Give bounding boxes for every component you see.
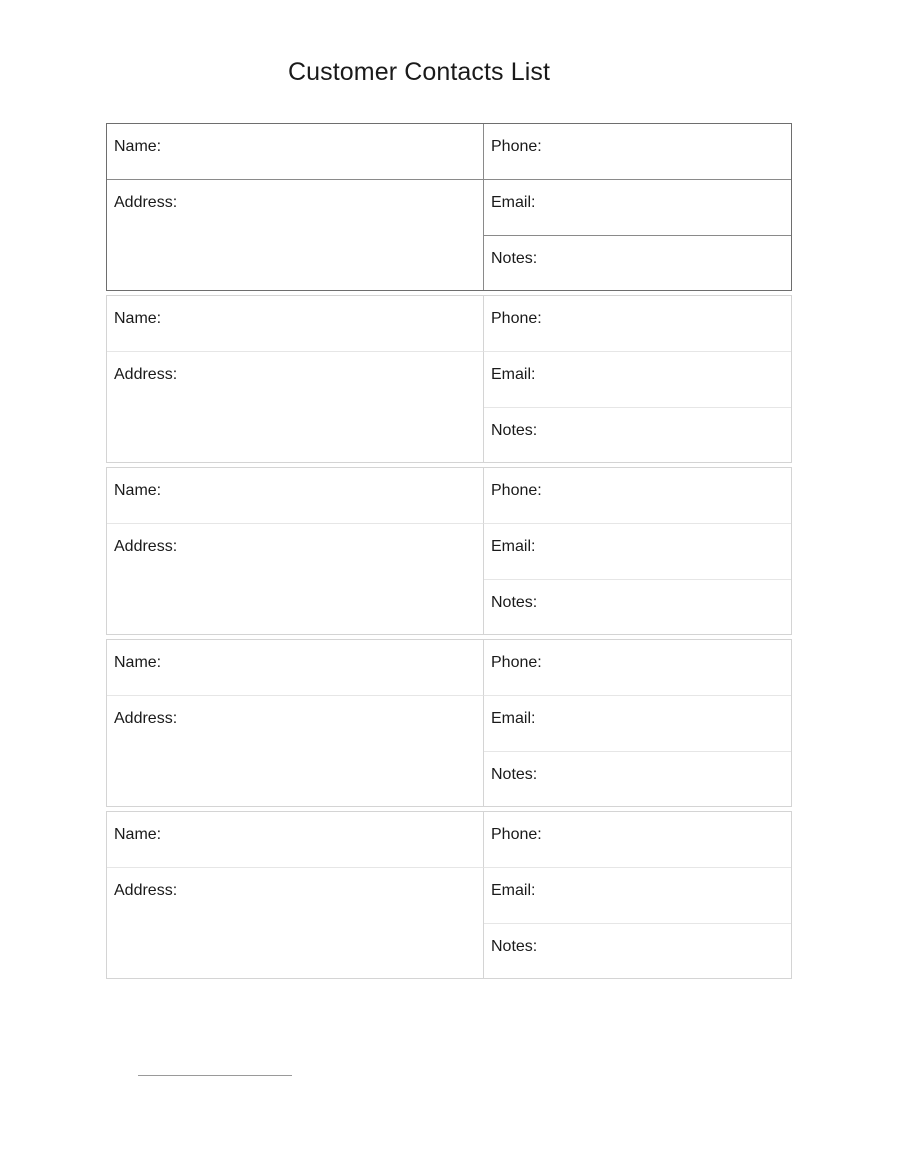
email-field[interactable] [484,696,791,752]
name-field[interactable] [107,296,484,352]
phone-label: Phone: [491,138,542,155]
phone-field[interactable] [484,468,791,524]
phone-field[interactable] [484,124,791,180]
address-label: Address: [114,194,178,211]
address-field[interactable] [107,868,484,978]
name-label: Name: [114,482,162,499]
contact-card-1 [106,123,792,291]
phone-field[interactable] [484,812,791,868]
email-field[interactable] [484,524,791,580]
name-field[interactable] [107,468,484,524]
contact-card-3 [106,467,792,635]
address-field[interactable] [107,696,484,806]
name-field[interactable] [107,124,484,180]
address-label: Address: [114,538,178,555]
phone-label: Phone: [491,482,542,499]
footnote-divider [138,1075,292,1076]
phone-label: Phone: [491,310,542,327]
address-field[interactable] [107,352,484,462]
phone-field[interactable] [484,296,791,352]
email-field[interactable] [484,868,791,924]
notes-label: Notes: [491,250,538,267]
phone-label: Phone: [491,654,542,671]
email-field[interactable] [484,180,791,236]
name-label: Name: [114,138,162,155]
notes-field[interactable] [484,580,791,634]
notes-label: Notes: [491,766,538,783]
contact-card-5 [106,811,792,979]
phone-label: Phone: [491,826,542,843]
email-label: Email: [491,710,536,727]
notes-field[interactable] [484,408,791,462]
page-title: Customer Contacts List [287,58,550,86]
address-label: Address: [114,882,178,899]
notes-field[interactable] [484,752,791,806]
name-field[interactable] [107,812,484,868]
notes-label: Notes: [491,422,538,439]
name-field[interactable] [107,640,484,696]
notes-field[interactable] [484,924,791,978]
notes-field[interactable] [484,236,791,290]
email-label: Email: [491,194,536,211]
name-label: Name: [114,310,162,327]
address-field[interactable] [107,524,484,634]
contact-card-2 [106,295,792,463]
name-label: Name: [114,826,162,843]
address-label: Address: [114,366,178,383]
notes-label: Notes: [491,594,538,611]
address-field[interactable] [107,180,484,290]
name-label: Name: [114,654,162,671]
email-label: Email: [491,538,536,555]
notes-label: Notes: [491,938,538,955]
email-label: Email: [491,366,536,383]
email-field[interactable] [484,352,791,408]
phone-field[interactable] [484,640,791,696]
email-label: Email: [491,882,536,899]
contact-card-4 [106,639,792,807]
address-label: Address: [114,710,178,727]
